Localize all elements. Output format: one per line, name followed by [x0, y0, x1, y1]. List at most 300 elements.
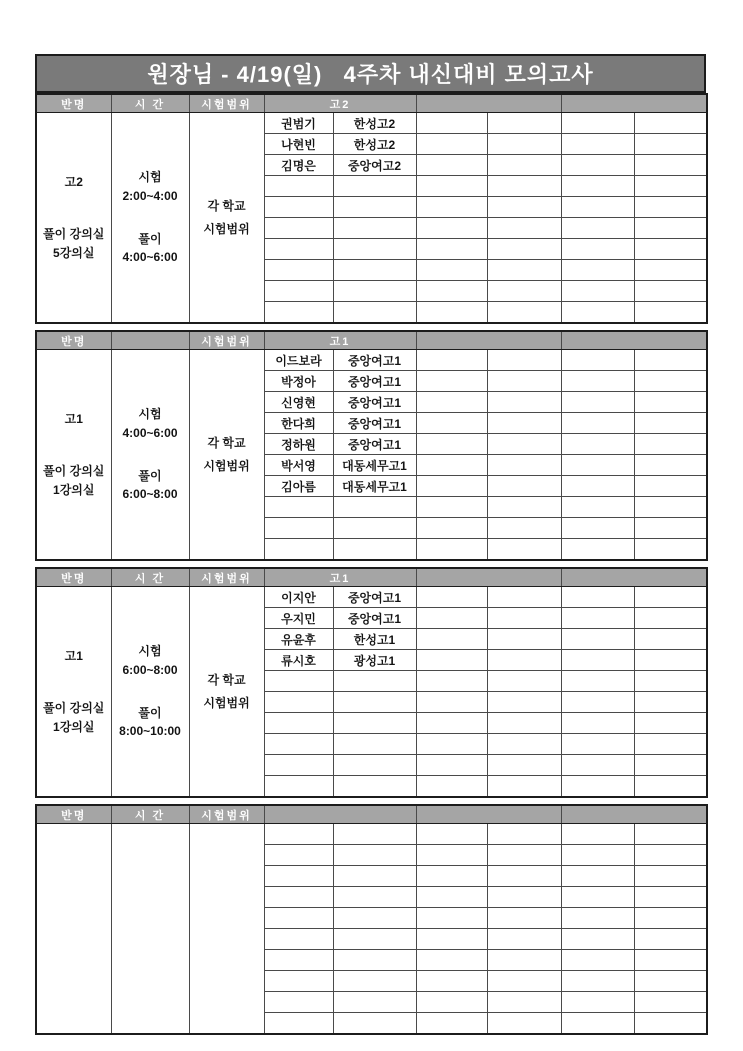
empty-name-cell: [561, 239, 634, 260]
student-school-cell: [333, 950, 416, 971]
empty-school-cell: [487, 176, 561, 197]
empty-name-cell: [561, 434, 634, 455]
student-school-cell: [333, 197, 416, 218]
section-table-2: [35, 330, 708, 561]
section-header-row: [36, 94, 707, 113]
time-cell: [111, 587, 189, 798]
student-name-cell: [264, 239, 333, 260]
empty-name-cell: [416, 350, 487, 371]
empty-school-cell: [487, 776, 561, 798]
header-group-1: 고1: [264, 568, 416, 587]
empty-name-cell: [561, 713, 634, 734]
empty-name-cell: [416, 371, 487, 392]
scope-cell: [189, 824, 264, 1035]
student-school-cell: 한성고2: [333, 113, 416, 134]
student-school-cell: [333, 887, 416, 908]
student-name-cell: [264, 1013, 333, 1035]
scope-line-2: 시험범위: [203, 695, 250, 710]
empty-name-cell: [561, 539, 634, 561]
empty-school-cell: [487, 476, 561, 497]
student-school-cell: [333, 734, 416, 755]
exam-time: 6:00~8:00: [122, 662, 178, 677]
header-group-1: 고1: [264, 331, 416, 350]
empty-school-cell: [487, 434, 561, 455]
student-name-cell: 권범기: [264, 113, 333, 134]
empty-school-cell: [487, 392, 561, 413]
empty-name-cell: [416, 776, 487, 798]
header-scope: 시험범위: [189, 805, 264, 824]
empty-name-cell: [561, 629, 634, 650]
empty-school-cell: [634, 539, 707, 561]
empty-name-cell: [561, 197, 634, 218]
table-row: [36, 113, 707, 134]
empty-school-cell: [487, 755, 561, 776]
header-group-3: [561, 805, 707, 824]
student-name-cell: [264, 824, 333, 845]
student-name-cell: [264, 866, 333, 887]
empty-name-cell: [416, 629, 487, 650]
empty-school-cell: [634, 155, 707, 176]
empty-name-cell: [561, 692, 634, 713]
header-group-3: [561, 331, 707, 350]
table-row: [36, 350, 707, 371]
empty-name-cell: [561, 587, 634, 608]
empty-school-cell: [487, 134, 561, 155]
header-scope: 시험범위: [189, 94, 264, 113]
empty-name-cell: [416, 908, 487, 929]
empty-school-cell: [487, 539, 561, 561]
student-name-cell: [264, 218, 333, 239]
student-name-cell: [264, 692, 333, 713]
empty-school-cell: [487, 845, 561, 866]
student-name-cell: 이지안: [264, 587, 333, 608]
empty-name-cell: [416, 755, 487, 776]
student-school-cell: [333, 992, 416, 1013]
empty-school-cell: [487, 629, 561, 650]
empty-name-cell: [416, 281, 487, 302]
empty-school-cell: [634, 302, 707, 324]
empty-school-cell: [487, 608, 561, 629]
empty-school-cell: [634, 971, 707, 992]
student-name-cell: [264, 734, 333, 755]
empty-school-cell: [487, 950, 561, 971]
empty-school-cell: [634, 824, 707, 845]
student-name-cell: [264, 176, 333, 197]
empty-name-cell: [561, 776, 634, 798]
empty-name-cell: [561, 218, 634, 239]
student-name-cell: [264, 713, 333, 734]
empty-school-cell: [487, 455, 561, 476]
student-school-cell: [333, 302, 416, 324]
student-name-cell: 이드보라: [264, 350, 333, 371]
empty-name-cell: [416, 671, 487, 692]
header-time: [111, 331, 189, 350]
header-group-3: [561, 94, 707, 113]
empty-name-cell: [561, 734, 634, 755]
section-header-row: [36, 805, 707, 824]
empty-school-cell: [634, 113, 707, 134]
section-header-row: [36, 568, 707, 587]
empty-name-cell: [416, 734, 487, 755]
empty-school-cell: [487, 929, 561, 950]
empty-name-cell: [561, 260, 634, 281]
empty-name-cell: [561, 608, 634, 629]
student-school-cell: 중앙여고2: [333, 155, 416, 176]
empty-school-cell: [634, 929, 707, 950]
scope-cell: [189, 350, 264, 561]
student-name-cell: 김명은: [264, 155, 333, 176]
student-school-cell: [333, 518, 416, 539]
empty-name-cell: [561, 908, 634, 929]
student-name-cell: 류시호: [264, 650, 333, 671]
empty-school-cell: [634, 692, 707, 713]
student-name-cell: [264, 887, 333, 908]
class-room-label: 풀이 강의실: [43, 701, 105, 716]
empty-school-cell: [634, 755, 707, 776]
student-school-cell: 대동세무고1: [333, 476, 416, 497]
empty-name-cell: [416, 608, 487, 629]
student-name-cell: [264, 260, 333, 281]
student-school-cell: [333, 281, 416, 302]
empty-name-cell: [561, 176, 634, 197]
student-school-cell: [333, 845, 416, 866]
review-label: 풀이: [138, 231, 162, 246]
empty-name-cell: [416, 824, 487, 845]
empty-name-cell: [561, 302, 634, 324]
section-header-row: [36, 331, 707, 350]
student-school-cell: [333, 929, 416, 950]
student-name-cell: [264, 197, 333, 218]
empty-name-cell: [561, 950, 634, 971]
student-name-cell: [264, 992, 333, 1013]
empty-school-cell: [487, 671, 561, 692]
review-time: 4:00~6:00: [122, 250, 178, 265]
empty-school-cell: [634, 845, 707, 866]
empty-name-cell: [416, 434, 487, 455]
empty-name-cell: [561, 371, 634, 392]
student-school-cell: [333, 692, 416, 713]
empty-name-cell: [416, 713, 487, 734]
empty-school-cell: [634, 260, 707, 281]
student-school-cell: 중앙여고1: [333, 371, 416, 392]
scope-line-1: 각 학교: [207, 672, 246, 687]
class-room: 1강의실: [53, 719, 95, 734]
student-school-cell: 한성고1: [333, 629, 416, 650]
empty-name-cell: [416, 113, 487, 134]
student-name-cell: 우지민: [264, 608, 333, 629]
header-class: 반명: [36, 94, 111, 113]
empty-name-cell: [561, 281, 634, 302]
class-room: 1강의실: [53, 482, 95, 497]
empty-school-cell: [487, 992, 561, 1013]
class-cell: [36, 350, 111, 561]
student-school-cell: [333, 260, 416, 281]
empty-school-cell: [634, 239, 707, 260]
empty-name-cell: [561, 845, 634, 866]
empty-school-cell: [487, 887, 561, 908]
empty-school-cell: [634, 197, 707, 218]
empty-name-cell: [416, 971, 487, 992]
empty-school-cell: [634, 671, 707, 692]
student-school-cell: [333, 824, 416, 845]
empty-school-cell: [634, 992, 707, 1013]
empty-school-cell: [634, 134, 707, 155]
empty-name-cell: [561, 497, 634, 518]
student-school-cell: [333, 176, 416, 197]
class-room: 5강의실: [53, 245, 95, 260]
student-school-cell: [333, 866, 416, 887]
empty-name-cell: [416, 539, 487, 561]
section-table-4: [35, 804, 708, 1035]
scope-line-1: 각 학교: [207, 435, 246, 450]
empty-school-cell: [487, 260, 561, 281]
student-name-cell: 정하원: [264, 434, 333, 455]
empty-name-cell: [416, 239, 487, 260]
header-time: 시 간: [111, 568, 189, 587]
empty-name-cell: [561, 755, 634, 776]
empty-school-cell: [487, 518, 561, 539]
empty-school-cell: [634, 371, 707, 392]
scope-line-2: 시험범위: [203, 458, 250, 473]
empty-name-cell: [416, 134, 487, 155]
empty-name-cell: [561, 866, 634, 887]
empty-school-cell: [634, 950, 707, 971]
empty-name-cell: [561, 992, 634, 1013]
empty-name-cell: [561, 824, 634, 845]
scope-line-2: 시험범위: [203, 221, 250, 236]
header-class: 반명: [36, 805, 111, 824]
student-school-cell: [333, 239, 416, 260]
empty-school-cell: [487, 413, 561, 434]
empty-name-cell: [416, 992, 487, 1013]
empty-name-cell: [416, 587, 487, 608]
class-name: 고2: [64, 174, 83, 189]
empty-name-cell: [561, 455, 634, 476]
student-name-cell: [264, 908, 333, 929]
empty-school-cell: [634, 350, 707, 371]
review-time: 6:00~8:00: [122, 487, 178, 502]
student-name-cell: [264, 755, 333, 776]
empty-school-cell: [487, 971, 561, 992]
empty-name-cell: [416, 176, 487, 197]
student-school-cell: 중앙여고1: [333, 587, 416, 608]
empty-school-cell: [634, 476, 707, 497]
empty-school-cell: [487, 281, 561, 302]
review-label: 풀이: [138, 705, 162, 720]
empty-school-cell: [487, 218, 561, 239]
table-row: [36, 824, 707, 845]
student-school-cell: 중앙여고1: [333, 413, 416, 434]
student-name-cell: [264, 497, 333, 518]
empty-school-cell: [634, 650, 707, 671]
empty-name-cell: [416, 260, 487, 281]
empty-name-cell: [416, 887, 487, 908]
exam-label: 시험: [138, 170, 162, 185]
empty-name-cell: [416, 866, 487, 887]
class-room-label: 풀이 강의실: [43, 227, 105, 242]
exam-label: 시험: [138, 407, 162, 422]
header-group-2: [416, 568, 561, 587]
student-school-cell: 중앙여고1: [333, 608, 416, 629]
student-name-cell: 박서영: [264, 455, 333, 476]
class-room-label: 풀이 강의실: [43, 464, 105, 479]
student-name-cell: [264, 776, 333, 798]
student-name-cell: [264, 518, 333, 539]
student-school-cell: [333, 908, 416, 929]
exam-label: 시험: [138, 644, 162, 659]
empty-name-cell: [416, 155, 487, 176]
empty-school-cell: [634, 176, 707, 197]
student-name-cell: [264, 971, 333, 992]
empty-school-cell: [634, 887, 707, 908]
section-table-3: [35, 567, 708, 798]
class-cell: [36, 824, 111, 1035]
scope-line-1: 각 학교: [207, 198, 246, 213]
empty-school-cell: [487, 302, 561, 324]
student-school-cell: [333, 671, 416, 692]
empty-name-cell: [561, 350, 634, 371]
student-school-cell: 한성고2: [333, 134, 416, 155]
exam-time: 4:00~6:00: [122, 425, 178, 440]
empty-name-cell: [416, 476, 487, 497]
class-cell: [36, 587, 111, 798]
empty-name-cell: [416, 218, 487, 239]
empty-school-cell: [487, 587, 561, 608]
header-time: 시 간: [111, 94, 189, 113]
empty-name-cell: [416, 497, 487, 518]
empty-school-cell: [487, 1013, 561, 1035]
student-name-cell: [264, 929, 333, 950]
header-time: 시 간: [111, 805, 189, 824]
empty-name-cell: [416, 692, 487, 713]
empty-name-cell: [561, 671, 634, 692]
empty-school-cell: [634, 866, 707, 887]
empty-school-cell: [487, 155, 561, 176]
header-group-2: [416, 805, 561, 824]
empty-school-cell: [634, 629, 707, 650]
empty-school-cell: [634, 776, 707, 798]
empty-name-cell: [561, 413, 634, 434]
student-school-cell: [333, 218, 416, 239]
header-group-1: [264, 805, 416, 824]
empty-school-cell: [634, 908, 707, 929]
student-school-cell: [333, 539, 416, 561]
empty-name-cell: [561, 971, 634, 992]
empty-name-cell: [416, 650, 487, 671]
schedule-sections: [35, 93, 706, 1035]
empty-school-cell: [487, 734, 561, 755]
empty-name-cell: [416, 929, 487, 950]
empty-school-cell: [487, 692, 561, 713]
empty-name-cell: [561, 518, 634, 539]
student-school-cell: [333, 1013, 416, 1035]
student-school-cell: [333, 776, 416, 798]
class-name: 고1: [64, 648, 83, 663]
empty-school-cell: [634, 713, 707, 734]
student-school-cell: 중앙여고1: [333, 434, 416, 455]
empty-school-cell: [487, 371, 561, 392]
student-name-cell: [264, 539, 333, 561]
time-cell: [111, 113, 189, 324]
student-school-cell: 대동세무고1: [333, 455, 416, 476]
student-name-cell: [264, 950, 333, 971]
student-name-cell: 유윤후: [264, 629, 333, 650]
student-name-cell: [264, 671, 333, 692]
header-scope: 시험범위: [189, 331, 264, 350]
empty-name-cell: [416, 197, 487, 218]
student-school-cell: [333, 755, 416, 776]
empty-name-cell: [416, 518, 487, 539]
student-name-cell: [264, 302, 333, 324]
empty-school-cell: [487, 713, 561, 734]
empty-school-cell: [634, 218, 707, 239]
empty-name-cell: [561, 113, 634, 134]
time-cell: [111, 350, 189, 561]
empty-name-cell: [561, 155, 634, 176]
empty-name-cell: [416, 1013, 487, 1035]
student-school-cell: [333, 497, 416, 518]
empty-name-cell: [416, 950, 487, 971]
student-name-cell: 박정아: [264, 371, 333, 392]
header-group-3: [561, 568, 707, 587]
header-class: 반명: [36, 568, 111, 587]
student-name-cell: 김아름: [264, 476, 333, 497]
empty-school-cell: [634, 734, 707, 755]
empty-school-cell: [634, 518, 707, 539]
empty-school-cell: [634, 392, 707, 413]
empty-school-cell: [634, 281, 707, 302]
scope-cell: [189, 113, 264, 324]
exam-time: 2:00~4:00: [122, 188, 178, 203]
empty-school-cell: [634, 1013, 707, 1035]
empty-name-cell: [561, 392, 634, 413]
header-group-2: [416, 94, 561, 113]
review-time: 8:00~10:00: [119, 724, 181, 739]
empty-name-cell: [561, 929, 634, 950]
section-table-1: [35, 93, 708, 324]
empty-name-cell: [416, 455, 487, 476]
class-name: 고1: [64, 411, 83, 426]
empty-school-cell: [487, 497, 561, 518]
empty-name-cell: [561, 887, 634, 908]
review-label: 풀이: [138, 468, 162, 483]
empty-school-cell: [487, 650, 561, 671]
empty-school-cell: [634, 608, 707, 629]
empty-school-cell: [487, 908, 561, 929]
schedule-table: [35, 54, 706, 1035]
student-school-cell: 중앙여고1: [333, 350, 416, 371]
empty-name-cell: [561, 1013, 634, 1035]
empty-name-cell: [416, 392, 487, 413]
student-school-cell: 광성고1: [333, 650, 416, 671]
empty-school-cell: [487, 113, 561, 134]
class-cell: [36, 113, 111, 324]
empty-name-cell: [561, 476, 634, 497]
empty-school-cell: [634, 455, 707, 476]
table-row: [36, 587, 707, 608]
header-group-1: 고2: [264, 94, 416, 113]
student-name-cell: [264, 845, 333, 866]
empty-school-cell: [634, 413, 707, 434]
empty-school-cell: [487, 239, 561, 260]
empty-name-cell: [561, 134, 634, 155]
empty-name-cell: [561, 650, 634, 671]
header-scope: 시험범위: [189, 568, 264, 587]
student-name-cell: 나현빈: [264, 134, 333, 155]
schedule-title: 원장님 - 4/19(일) 4주차 내신대비 모의고사: [35, 54, 706, 93]
empty-school-cell: [487, 350, 561, 371]
student-name-cell: 한다희: [264, 413, 333, 434]
